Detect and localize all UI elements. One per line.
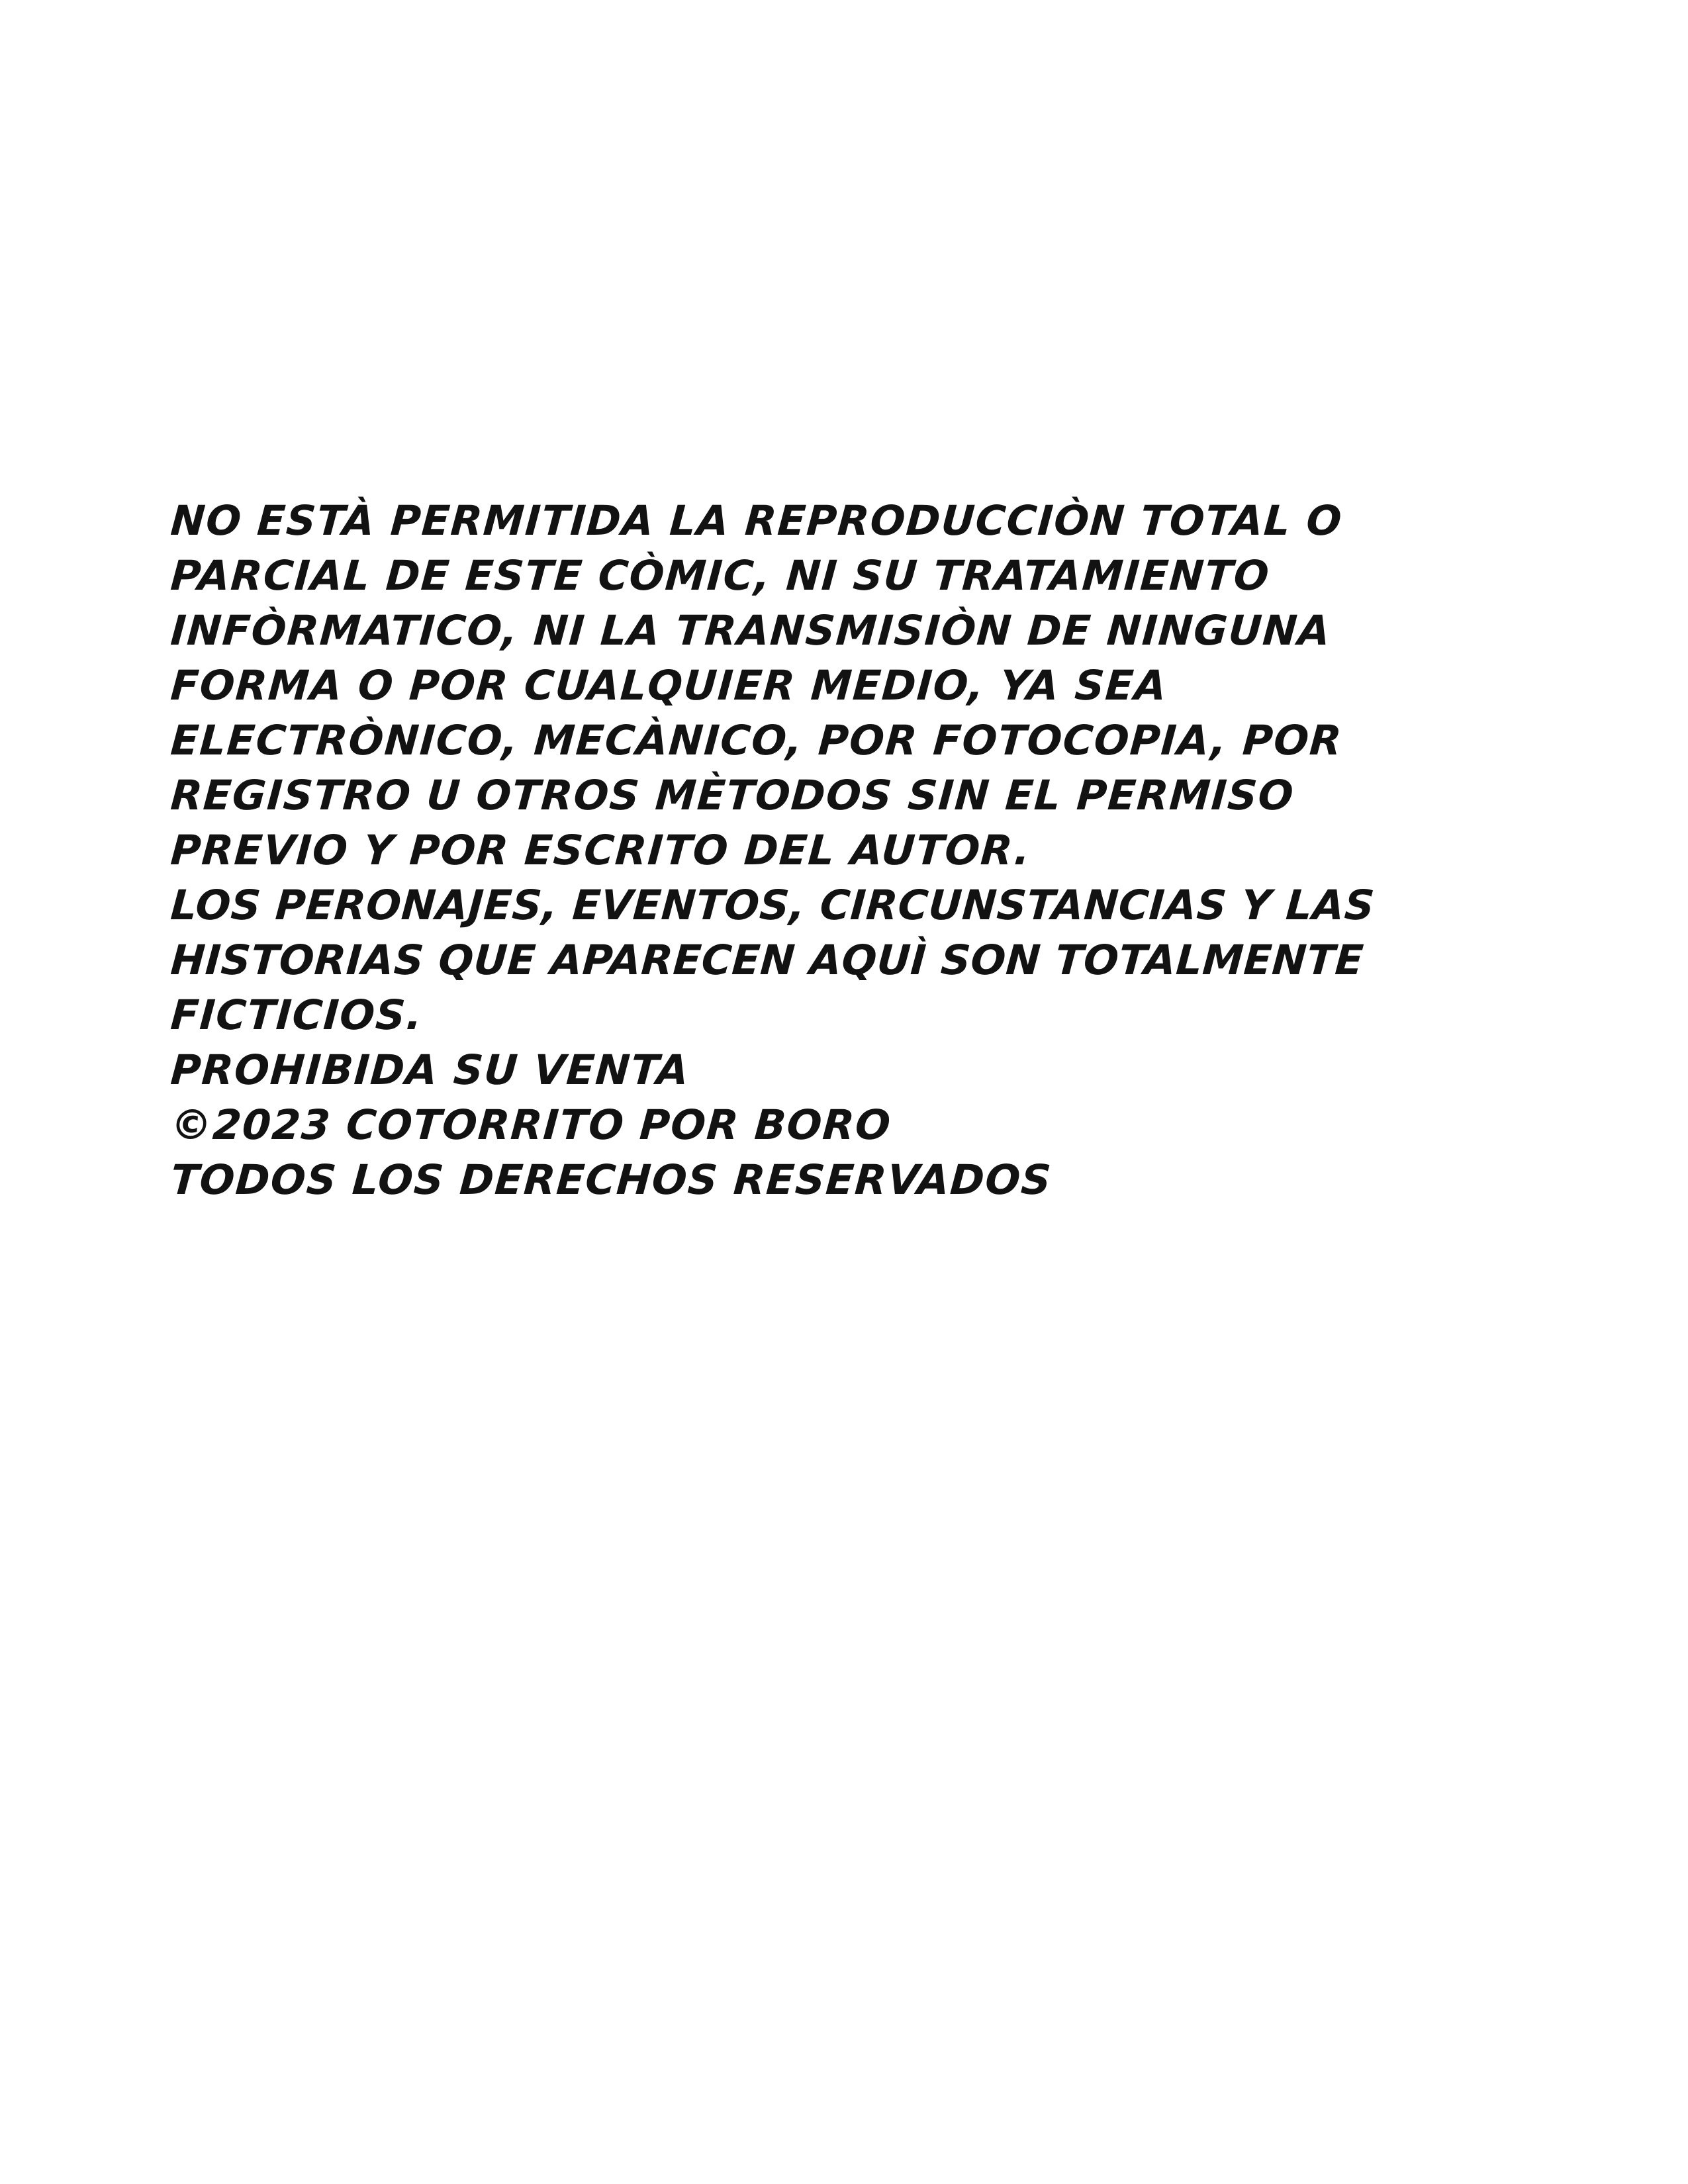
copyright-line: PREVIO Y POR ESCRITO DEL AUTOR. — [169, 826, 1033, 874]
copyright-line: FORMA O POR CUALQUIER MEDIO, YA SEA — [169, 661, 1169, 709]
copyright-line: PROHIBIDA SU VENTA — [169, 1046, 692, 1094]
copyright-line: ©2023 COTORRITO POR BORO — [169, 1101, 893, 1149]
copyright-line: ELECTRÒNICO, MECÀNICO, POR FOTOCOPIA, POR — [169, 716, 1344, 764]
copyright-line: INFÒRMATICO, NI LA TRANSMISIÒN DE NINGUNA — [169, 606, 1333, 655]
copyright-line: HISTORIAS QUE APARECEN AQUÌ SON TOTALMENTE — [169, 936, 1366, 984]
copyright-line: TODOS LOS DERECHOS RESERVADOS — [169, 1156, 1054, 1204]
copyright-line: FICTICIOS. — [169, 991, 425, 1039]
copyright-line: LOS PERONAJES, EVENTOS, CIRCUNSTANCIAS Y LAS — [169, 881, 1376, 929]
copyright-line: NO ESTÀ PERMITIDA LA REPRODUCCIÒN TOTAL O — [169, 496, 1344, 545]
copyright-line: REGISTRO U OTROS MÈTODOS SIN EL PERMISO — [169, 771, 1296, 819]
copyright-line: PARCIAL DE ESTE CÒMIC, NI SU TRATAMIENTO — [169, 551, 1272, 600]
copyright-notice — [171, 493, 1495, 1207]
